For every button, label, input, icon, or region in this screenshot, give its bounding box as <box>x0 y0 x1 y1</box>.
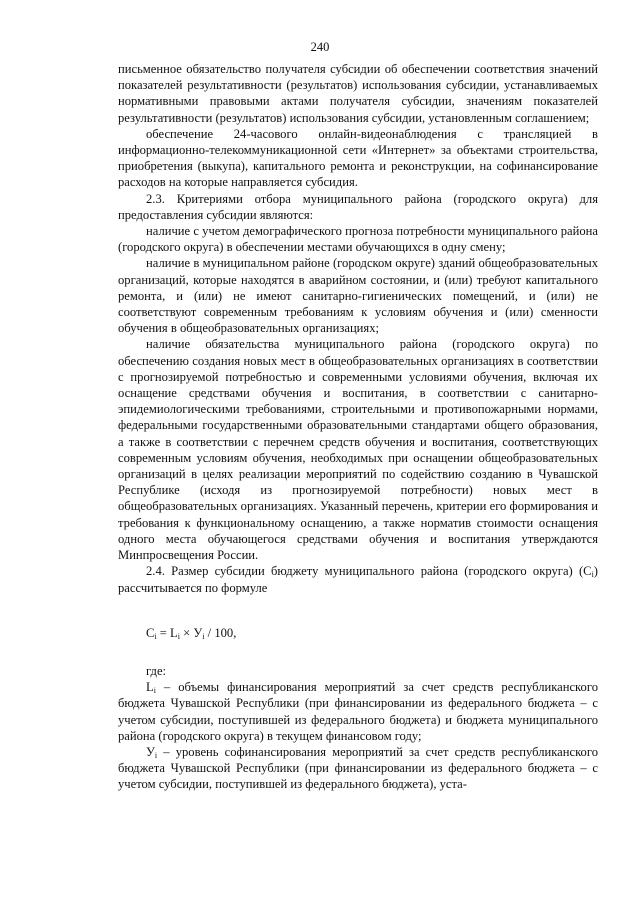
paragraph-subsidy-size <box>118 563 598 595</box>
paragraph-demographic-need: наличие с учетом демографического прогноза потребности муниципального района (городского округа) в обеспечении местами обучающихся в одну смену; <box>118 224 598 255</box>
paragraph-buildings-condition: наличие в муниципальном районе (городском округе) зданий общеобразовательных организаций, которые находятся в аварийном состоянии, и (или) требуют капитального ремонта, и (или) не имеют санитарно-гигиенических помещений, и (или) не соответствуют современным требованиям к условиям обучения и (или) сменности обучения в общеобразовательных организациях; <box>118 256 598 336</box>
formula-c-sub: i <box>154 631 157 641</box>
definition-u-text: – уровень софинансирования мероприятий за счет средств республиканского бюджета Чувашской Республики (при финансировании из федерального бюджета – с учетом субсидии, поступившей из федерального бюджета), уста- <box>118 744 598 792</box>
definition-u <box>118 744 598 793</box>
document-body <box>118 61 598 793</box>
page-number: 240 <box>310 40 330 54</box>
formula-mul: × У <box>179 625 203 640</box>
subsidy-formula <box>118 625 598 641</box>
subsidy-size-text: 2.4. Размер субсидии бюджету муниципального района (городского округа) (C <box>146 564 592 579</box>
paragraph-new-places-obligation: наличие обязательства муниципального района (городского округа) по обеспечению создания новых мест в общеобразовательных организациях в соответствии с прогнозируемой потребностью и современными условиями обучения, включая их оснащение средствами обучения и воспитания, в соответствии с санитарно-эпидемиологическими требованиями, строительными и противопожарными нормами, федеральными государственными образовательными стандартами общего образования, а также в соответствии с перечнем средств обучения и воспитания, соответствующих современным условиям обучения, необходимых при оснащении общеобразовательных организаций в целях реализации мероприятий по содействию созданию в Чувашской Республике (исходя из прогнозируемой потребности) новых мест в общеобразовательных организациях. Указанный перечень, критерии его формирования и требования к функциональному оснащению, а также норматив стоимости оснащения одного места обучающегося средствами обучения и воспитания утверждаются Минпросвещения России. <box>118 337 598 563</box>
paragraph-obligation: письменное обязательство получателя субсидии об обеспечении соответствия значений показателей результативности (результатов) использования субсидии, устанавливаемых нормативными правовыми актами получателя субсидии, значениям показателей результативности (результатов) использования субсидии, установленным соглашением; <box>118 62 598 125</box>
formula-tail: / 100, <box>204 625 237 640</box>
definition-l-text: – объемы финансирования мероприятий за счет средств республиканского бюджета Чувашской Республики (при финансировании из федерального бюджета – с учетом субсидии, поступившей из федерального бюджета) и бюджета муниципального района (городского округа) в текущем финансовом году; <box>118 680 598 743</box>
definition-l-symbol: L <box>146 680 154 695</box>
definition-u-sub: i <box>154 750 158 760</box>
formula-eq: = L <box>156 625 178 640</box>
definition-u-symbol: У <box>146 744 155 759</box>
definition-l-sub: i <box>153 686 156 696</box>
paragraph-selection-criteria: 2.3. Критериями отбора муниципального района (городского округа) для предоставления субсидии являются: <box>118 191 598 222</box>
formula-l-sub: i <box>177 631 180 641</box>
formula-u-sub: i <box>202 631 205 641</box>
subsidy-size-text-end: ) рассчитывается по формуле <box>118 564 598 595</box>
where-label: где: <box>146 663 167 678</box>
subsidy-size-subscript: i <box>591 570 594 580</box>
paragraph-video-surveillance: обеспечение 24-часового онлайн-видеонаблюдения с трансляцией в информационно-телекоммуникационной сети «Интернет» за объектами строительства, приобретения (выкупа), капитального ремонта и реконструкции, на софинансирование расходов на которые направляется субсидия. <box>118 126 598 190</box>
formula-c: C <box>146 625 155 640</box>
definition-l <box>118 679 598 744</box>
